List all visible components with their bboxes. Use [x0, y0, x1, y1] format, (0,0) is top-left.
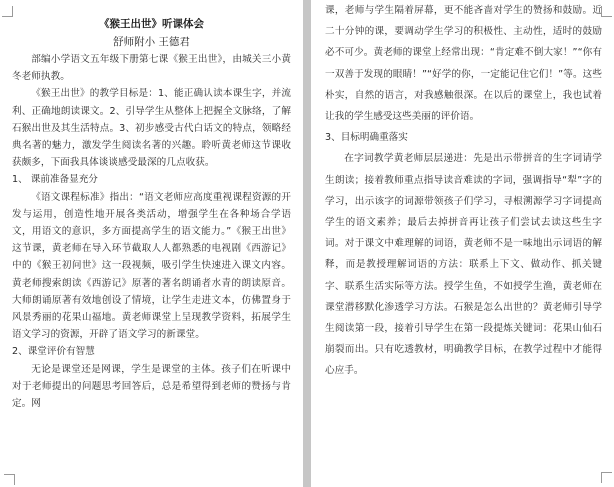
- paragraph: 无论是课堂还是网课，学生是课堂的主体。孩子们在听课中对于老师提出的问题思考回答后，总是希望得到老师的赞扬与肯定。网: [12, 363, 291, 410]
- crop-mark-bottom-right: [601, 472, 612, 483]
- paragraph: 在字词教学黄老师层层递进：先是出示带拼音的生字词请学生朗读；接着教师重点指导读音难读的字词，强调指导“犁”字的学习，出示该字的词源带领孩子们学习，寻根溯源学习字词提高学生的语文素养；最后去掉拼音再让孩子们尝试去读这些生字词。对于课文中难理解的词语，黄老师不是一味地出示词语的解释，而是教授理解词语的方法：联系上下文、做动作、抓关键字、联系生活实际等方法。授学生鱼，不如授学生渔，黄老师在课堂潜移默化渗透学习方法。石猴是怎么出世的？黄老师引导学生阅读第一段，接着引导学生在第一段提炼关键词：花果山仙石崩裂而出。只有吃透教材，明确教学目标，在教学过程中才能得心应手。: [325, 153, 602, 377]
- paragraph: 《猴王出世》的教学目标是：1、能正确认读本课生字，并流利、正确地朗读课文。2、引导学生从整体上把握全文脉络，了解石猴出世及其生活特点。3、初步感受古代白话文的特点，领略经典名著的魅力，激发学生阅读名著的兴趣。聆听黄老师这节课收获颇多，下面我具体谈谈感受最深的几点收获。: [12, 88, 291, 169]
- page-left: [0, 0, 303, 487]
- crop-mark-top-right: [601, 6, 612, 17]
- paragraph: 课，老师与学生隔着屏幕，更不能吝啬对学生的赞扬和鼓励。近二十分钟的课，要调动学生学习的积极性、主动性，适时的鼓励必不可少。黄老师的课堂上经常出现：“肯定难不倒大家！”“你有一双善于发现的眼睛！”“好学的你，一定能记住它们！”等。这些朴实，自然的语言，对我感触很深。在以后的课堂上，我也试着让我的学生感受这些美丽的评价语。: [325, 5, 602, 123]
- page-gap: [303, 0, 311, 487]
- section-heading: 2、课堂评价有智慧: [12, 346, 95, 358]
- document-author: 舒师附小 王德君: [113, 36, 190, 48]
- section-heading: 3、目标明确重落实: [325, 132, 408, 144]
- section-heading: 1、 课前准备显充分: [12, 174, 98, 186]
- crop-mark-top-left: [2, 6, 13, 17]
- paragraph: 部编小学语文五年级下册第七课《猴王出世》，由城关三小黄冬老师执教。: [12, 54, 291, 83]
- paragraph: 《语文课程标准》指出：“语文老师应高度重视课程资源的开发与运用，创造性地开展各类活动，增强学生在各种场合学语文，用语文的意识，多方面提高学生的语文能力。”《猴王出世》这节课，黄老师在导入环节截取人人都熟悉的电视剧《西游记》中的《猴王初问世》这一段视频，吸引学生快速进入课文内容。黄老师搜索朗读《西游记》原著的著名朗诵者水青的朗读原音。大师朗诵原著有效地创设了情境，让学生走进文本，仿佛置身于风景秀丽的花果山福地。黄老师课堂上呈现教学资料，拓展学生语文学习的资源，开辟了语文学习的新课堂。: [12, 191, 291, 341]
- document-title: 《猴王出世》听课体会: [99, 18, 204, 30]
- page-right: [311, 0, 614, 487]
- crop-mark-bottom-left: [4, 474, 15, 485]
